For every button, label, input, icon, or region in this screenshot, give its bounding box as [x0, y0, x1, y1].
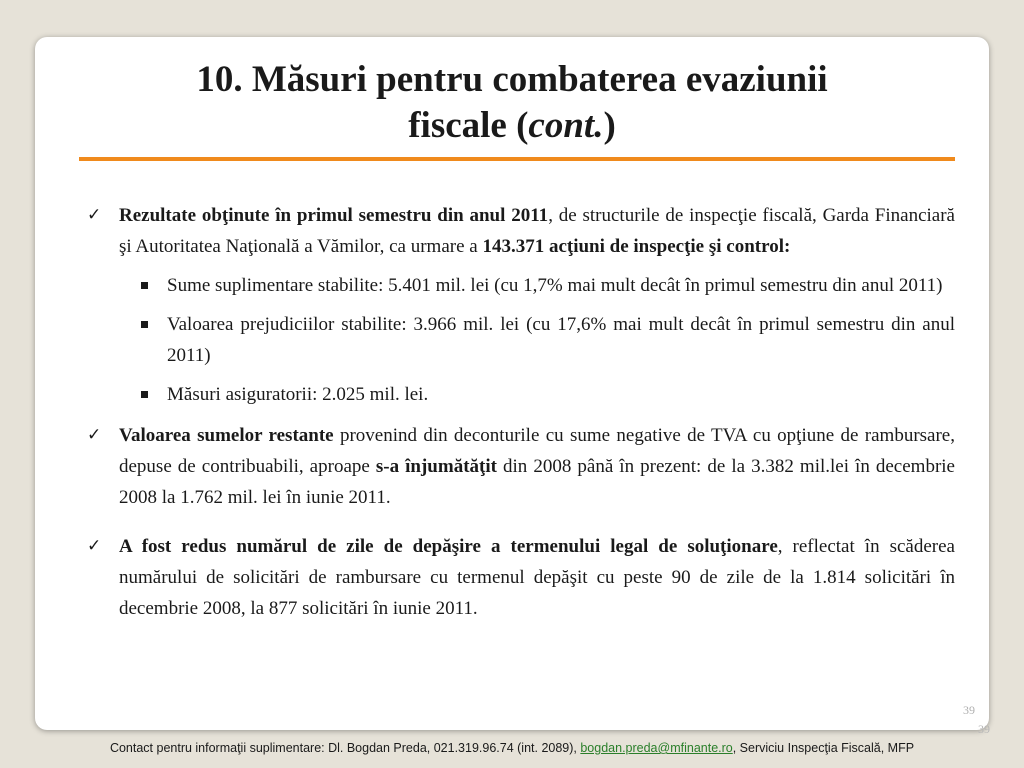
sub-bullet-text: Valoarea prejudiciilor stabilite: 3.966 mil. lei (cu 17,6% mai mult decât în primul semestru din anul 2011) — [167, 314, 955, 366]
title-italic-part: cont. — [528, 105, 604, 146]
slide-content — [87, 200, 955, 624]
bullet-text: provenind din deconturile cu sume negative de TVA cu opţiune de rambursare, depuse de contribuabili, aproape — [119, 425, 955, 477]
bullet-vat-arrears — [87, 420, 955, 513]
footer-text: Contact pentru informaţii suplimentare: Dl. Bogdan Preda, 021.319.96.74 (int. 2089), — [109, 741, 581, 755]
checkmark-icon: ✓ — [87, 536, 102, 556]
square-bullet-icon — [141, 321, 148, 328]
bullet-bold: Valoarea sumelor restante — [119, 425, 334, 446]
bullet-bold: 143.371 acţiuni de inspecţie şi control: — [482, 236, 791, 257]
slide-panel — [35, 37, 989, 730]
checkmark-icon: ✓ — [87, 205, 102, 225]
square-bullet-icon — [141, 282, 148, 289]
sub-bullet-item — [87, 379, 955, 410]
bullet-results — [87, 200, 955, 262]
square-bullet-icon — [141, 391, 148, 398]
bullet-bold: Rezultate obţinute în primul semestru din anul 2011 — [119, 205, 549, 226]
bullet-text: din 2008 până în prezent: de la 3.382 mil.lei în decembrie 2008 la 1.762 mil. lei în iunie 2011. — [119, 456, 955, 508]
page-number-overflow: 39 — [978, 722, 990, 736]
sub-bullet-item — [87, 309, 955, 371]
title-part: fiscale ( — [408, 105, 529, 146]
footer-text-end: , Serviciu Inspecţia Fiscală, MFP — [732, 741, 915, 755]
checkmark-icon: ✓ — [87, 425, 102, 445]
sub-bullet-item — [87, 270, 955, 301]
title-part-end: ) — [603, 105, 616, 146]
title-line-2 — [35, 103, 989, 149]
title-underline — [79, 157, 955, 161]
page-number: 39 — [963, 703, 975, 717]
bullet-bold: s-a înjumătăţit — [375, 456, 497, 477]
bullet-overdue-days — [87, 531, 955, 624]
sub-bullet-text: Sume suplimentare stabilite: 5.401 mil. lei (cu 1,7% mai mult decât în primul semestru din anul 2011) — [167, 275, 943, 296]
sub-bullet-text: Măsuri asiguratorii: 2.025 mil. lei. — [167, 384, 429, 405]
bullet-bold: A fost redus numărul de zile de depăşire a termenului legal de soluţionare — [119, 536, 778, 557]
footer-contact — [0, 741, 1024, 755]
bullet-text: , reflectat în scăderea numărului de solicitări de rambursare cu termenul depăşit cu peste 90 de zile de la 1.814 solicitări în decembrie 2008, la 877 solicitări în iunie 2011. — [119, 536, 955, 619]
title-line-1: 10. Măsuri pentru combaterea evaziunii — [196, 59, 828, 100]
footer-email-link[interactable]: bogdan.preda@mfinante.ro — [580, 741, 733, 755]
slide-title — [35, 57, 989, 149]
bullet-text: , de structurile de inspecţie fiscală, Garda Financiară şi Autoritatea Naţională a Vămilor, ca urmare a — [119, 205, 955, 257]
